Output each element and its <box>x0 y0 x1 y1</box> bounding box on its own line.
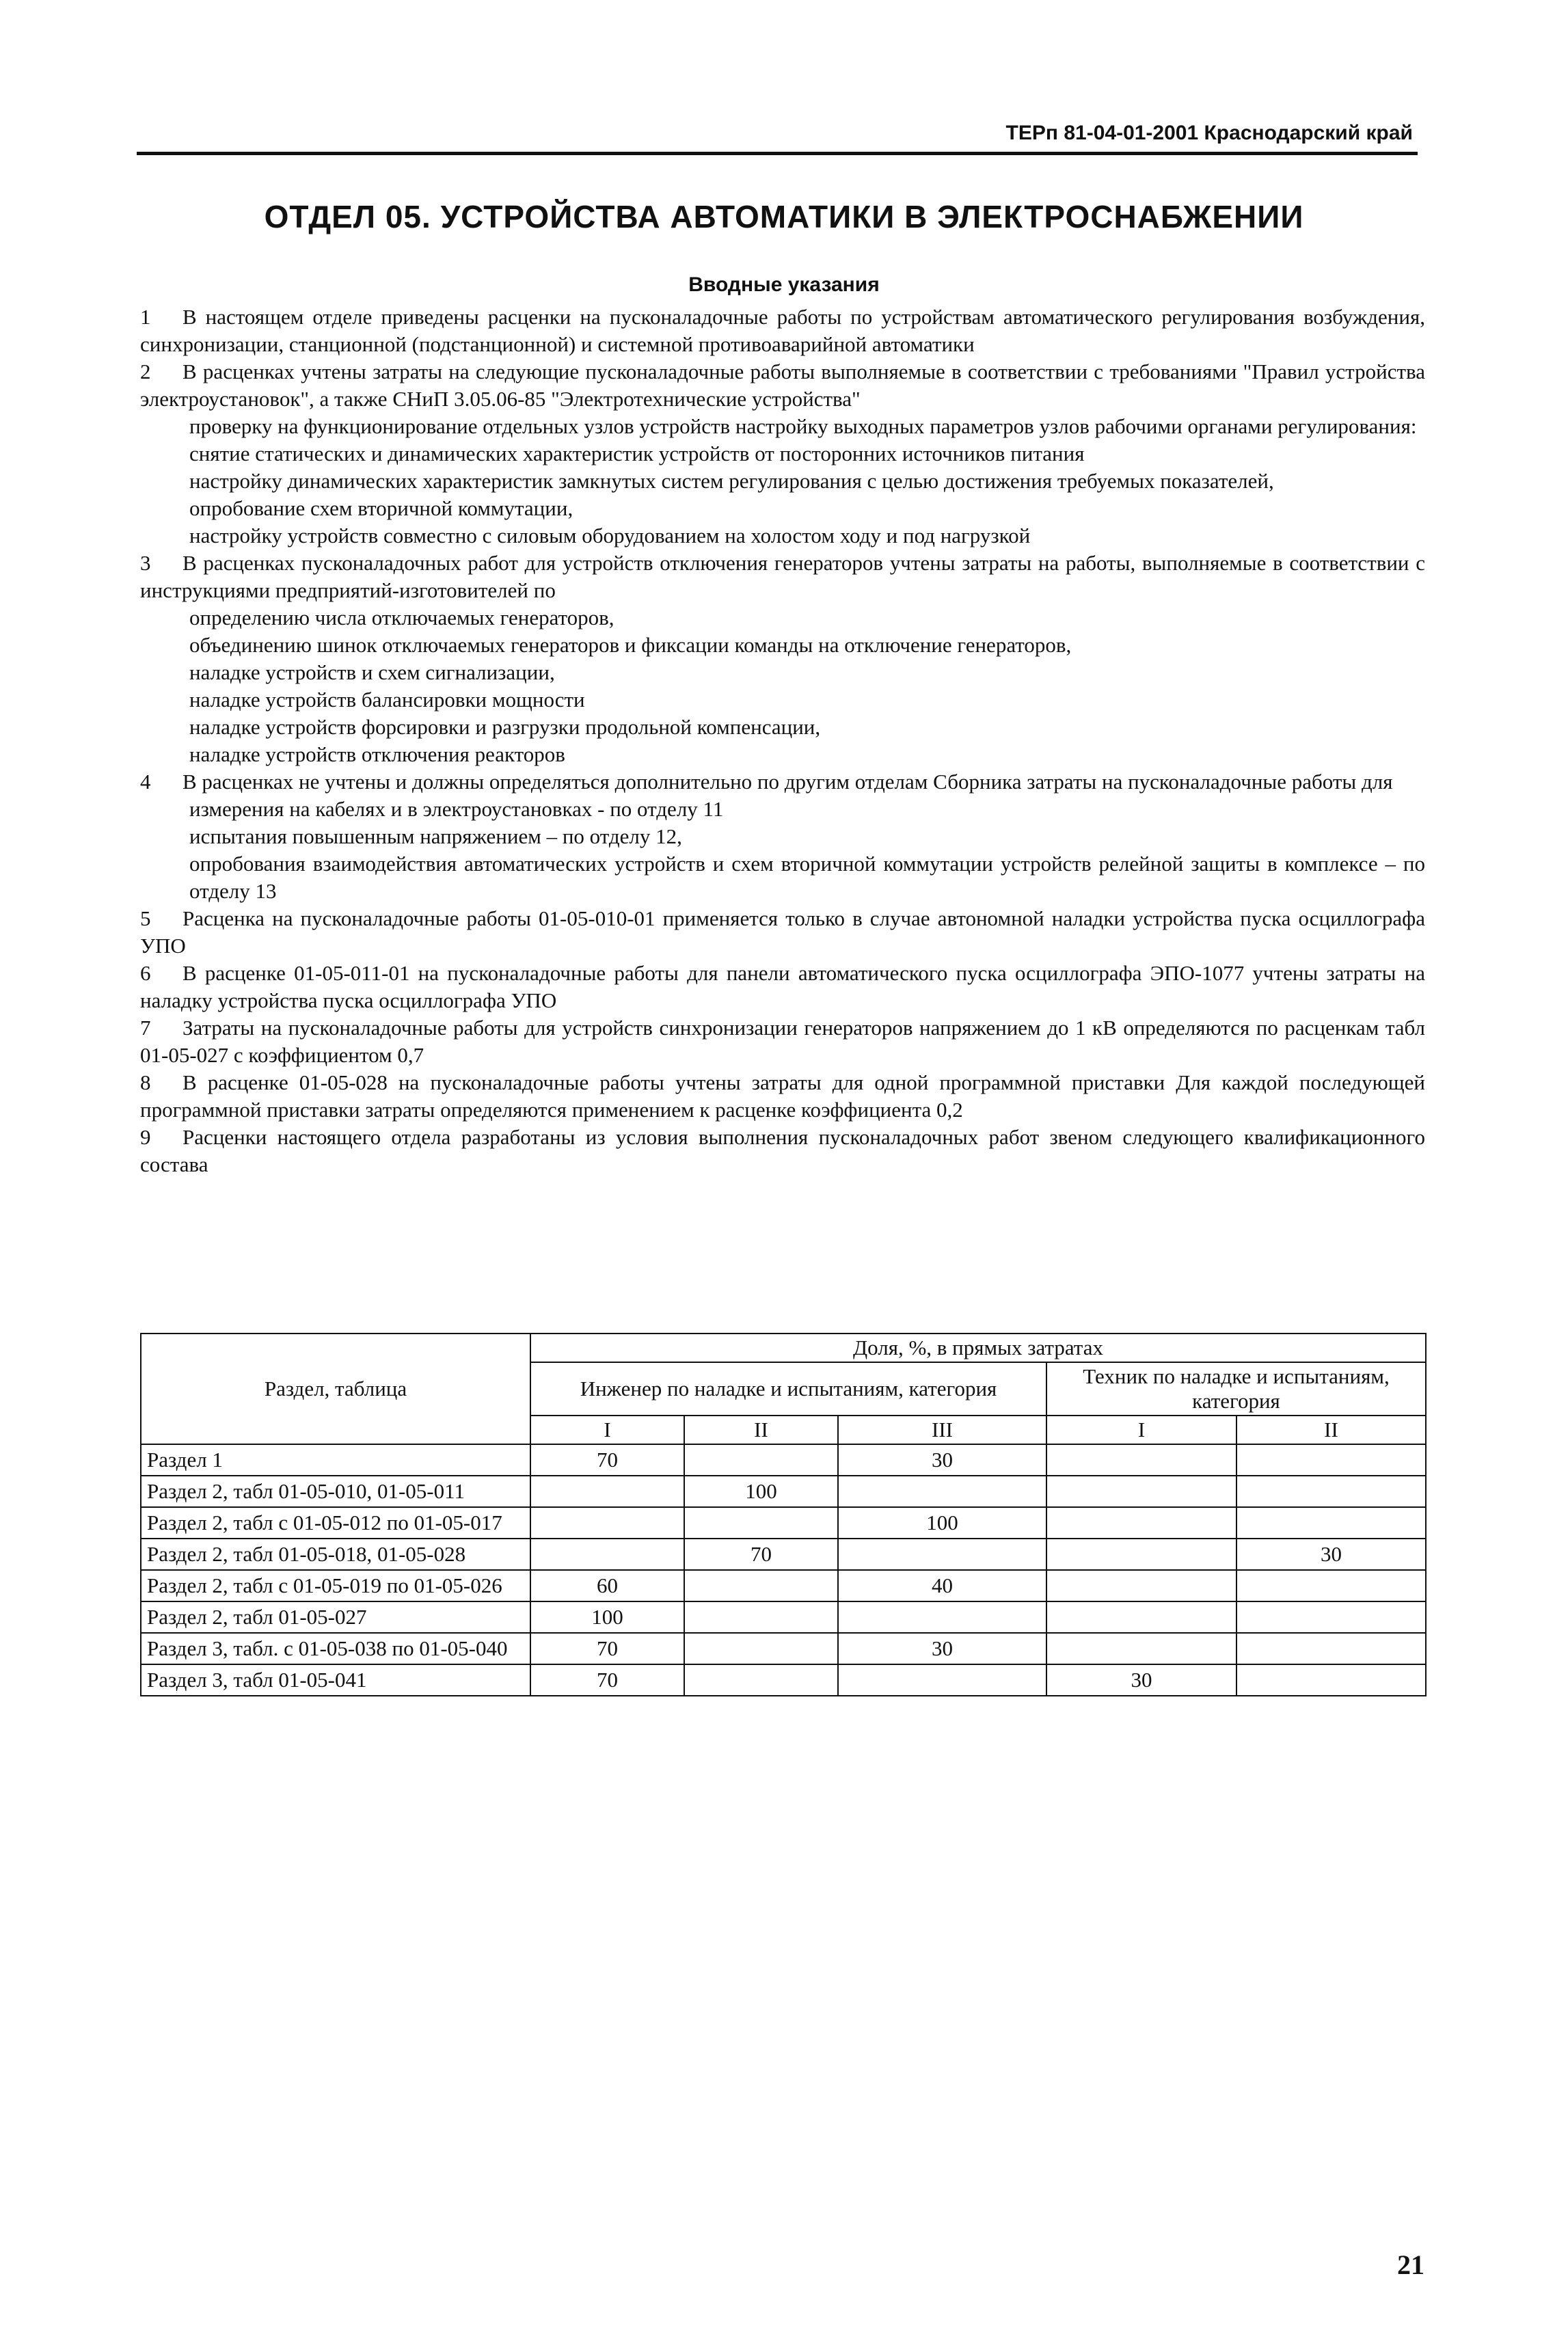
list-item <box>140 632 1425 659</box>
row-label: Раздел 3, табл. с 01-05-038 по 01-05-040 <box>141 1633 530 1664</box>
list-item <box>140 850 1425 905</box>
share-cell: 30 <box>1046 1664 1236 1696</box>
numbered-paragraph <box>140 303 1425 358</box>
share-cell: 100 <box>838 1507 1046 1539</box>
paragraph-text: настройку динамических характеристик замкнутых систем регулирования с целью достижения требуемых показателей, <box>189 469 1274 493</box>
paragraph-text: наладке устройств отключения реакторов <box>189 742 565 766</box>
table-header-section: Раздел, таблица <box>141 1334 530 1444</box>
list-item <box>140 440 1425 468</box>
numbered-paragraph <box>140 1014 1425 1069</box>
paragraph-number: 9 <box>140 1125 151 1149</box>
qualification-share-table <box>140 1333 1427 1696</box>
paragraph-text: В расценках пусконаладочных работ для устройств отключения генераторов учтены затраты на работы, выполняемые в соответствии с инструкциями предприятий-изготовителей по <box>140 551 1425 602</box>
table-header-category: I <box>530 1416 684 1444</box>
share-cell: 70 <box>530 1664 684 1696</box>
list-item <box>140 659 1425 686</box>
paragraph-text: измерения на кабелях и в электроустановках - по отделу 11 <box>189 797 724 821</box>
table-row <box>141 1539 1426 1570</box>
paragraph-number: 1 <box>140 305 151 329</box>
row-label: Раздел 2, табл 01-05-010, 01-05-011 <box>141 1476 530 1507</box>
paragraph-number: 5 <box>140 906 151 930</box>
header-rule <box>137 152 1418 155</box>
row-label: Раздел 1 <box>141 1444 530 1476</box>
paragraph-text: определению числа отключаемых генераторов, <box>189 606 614 630</box>
table-header-category: II <box>1236 1416 1426 1444</box>
paragraph-text: наладке устройств балансировки мощности <box>189 688 585 712</box>
table-header-share: Доля, %, в прямых затратах <box>530 1334 1426 1362</box>
share-cell <box>838 1664 1046 1696</box>
list-item <box>140 823 1425 850</box>
paragraph-text: В настоящем отделе приведены расценки на пусконаладочные работы по устройствам автоматического регулирования возбуждения, синхронизации, станционной (подстанционной) и системной противоаварийной автоматики <box>140 305 1425 356</box>
share-cell: 30 <box>838 1444 1046 1476</box>
share-cell: 60 <box>530 1570 684 1601</box>
share-cell <box>1046 1539 1236 1570</box>
share-cell <box>684 1570 838 1601</box>
share-cell <box>684 1444 838 1476</box>
table-header-category: II <box>684 1416 838 1444</box>
share-cell <box>684 1664 838 1696</box>
paragraph-number: 3 <box>140 551 151 575</box>
numbered-paragraph <box>140 1124 1425 1178</box>
paragraph-number: 7 <box>140 1016 151 1040</box>
paragraph-text: объединению шинок отключаемых генераторов и фиксации команды на отключение генераторов, <box>189 633 1072 657</box>
paragraph-text: Затраты на пусконаладочные работы для устройств синхронизации генераторов напряжением до 1 кВ определяются по расценкам табл 01-05-027 с коэффициентом 0,7 <box>140 1016 1425 1067</box>
list-item <box>140 741 1425 768</box>
paragraph-number: 2 <box>140 360 151 383</box>
share-cell <box>1046 1444 1236 1476</box>
share-cell <box>1046 1570 1236 1601</box>
share-cell: 40 <box>838 1570 1046 1601</box>
share-cell: 70 <box>530 1444 684 1476</box>
paragraph-text: В расценке 01-05-011-01 на пусконаладочные работы для панели автоматического пуска осциллографа ЭПО-1077 учтены затраты на наладку устройства пуска осциллографа УПО <box>140 961 1425 1012</box>
row-label: Раздел 2, табл с 01-05-012 по 01-05-017 <box>141 1507 530 1539</box>
table-row <box>141 1444 1426 1476</box>
share-cell <box>1236 1476 1426 1507</box>
table-row <box>141 1664 1426 1696</box>
table-header-technician: Техник по наладке и испытаниям, категория <box>1046 1362 1426 1416</box>
paragraph-number: 6 <box>140 961 151 985</box>
share-cell <box>1236 1601 1426 1633</box>
table-row <box>141 1507 1426 1539</box>
numbered-paragraph <box>140 768 1425 796</box>
share-cell <box>530 1507 684 1539</box>
table-header-category: I <box>1046 1416 1236 1444</box>
section-title: ОТДЕЛ 05. УСТРОЙСТВА АВТОМАТИКИ В ЭЛЕКТРОСНАБЖЕНИИ <box>264 199 1304 234</box>
paragraph-text: опробование схем вторичной коммутации, <box>189 496 573 520</box>
paragraph-text: проверку на функционирование отдельных узлов устройств настройку выходных параметров узлов рабочими органами регулирования: <box>189 414 1417 438</box>
share-cell <box>838 1539 1046 1570</box>
share-cell: 70 <box>530 1633 684 1664</box>
paragraph-text: В расценках учтены затраты на следующие пусконаладочные работы выполняемые в соответствии с требованиями "Правил устройства электроустановок", а также СНиП 3.05.06-85 "Электротехнические устройства" <box>140 360 1425 411</box>
list-item <box>140 413 1425 440</box>
share-cell <box>684 1601 838 1633</box>
share-cell <box>530 1539 684 1570</box>
share-cell <box>1046 1507 1236 1539</box>
list-item <box>140 796 1425 823</box>
table-row <box>141 1633 1426 1664</box>
list-item <box>140 686 1425 714</box>
numbered-paragraph <box>140 905 1425 960</box>
share-cell <box>1236 1507 1426 1539</box>
share-cell: 100 <box>530 1601 684 1633</box>
share-cell: 30 <box>1236 1539 1426 1570</box>
paragraph-text: наладке устройств форсировки и разгрузки продольной компенсации, <box>189 715 821 739</box>
paragraph-text: В расценке 01-05-028 на пусконаладочные работы учтены затраты для одной программной приставки Для каждой последующей программной приставки затраты определяются применением к расценке коэффициента 0,2 <box>140 1070 1425 1122</box>
page-number: 21 <box>1397 2249 1424 2280</box>
row-label: Раздел 2, табл 01-05-027 <box>141 1601 530 1633</box>
list-item <box>140 495 1425 522</box>
list-item <box>140 604 1425 632</box>
numbered-paragraph <box>140 960 1425 1014</box>
share-cell <box>1236 1570 1426 1601</box>
share-cell <box>530 1476 684 1507</box>
numbered-paragraph <box>140 358 1425 413</box>
list-item <box>140 714 1425 741</box>
share-cell: 70 <box>684 1539 838 1570</box>
row-label: Раздел 3, табл 01-05-041 <box>141 1664 530 1696</box>
paragraph-number: 8 <box>140 1070 151 1094</box>
document-reference: ТЕРп 81-04-01-2001 Краснодарский край <box>1005 122 1413 144</box>
list-item <box>140 522 1425 550</box>
row-label: Раздел 2, табл 01-05-018, 01-05-028 <box>141 1539 530 1570</box>
share-cell <box>1046 1633 1236 1664</box>
share-cell <box>1236 1633 1426 1664</box>
table-row <box>141 1601 1426 1633</box>
paragraph-text: снятие статических и динамических характеристик устройств от посторонних источников питания <box>189 442 1085 465</box>
paragraph-text: испытания повышенным напряжением – по отделу 12, <box>189 824 682 848</box>
introductory-notes <box>140 303 1425 1178</box>
share-cell <box>1236 1444 1426 1476</box>
list-item <box>140 468 1425 495</box>
introductory-notes-heading: Вводные указания <box>688 273 880 296</box>
share-cell <box>684 1507 838 1539</box>
share-cell: 30 <box>838 1633 1046 1664</box>
table-header-engineer: Инженер по наладке и испытаниям, категория <box>530 1362 1046 1416</box>
paragraph-text: наладке устройств и схем сигнализации, <box>189 660 555 684</box>
numbered-paragraph <box>140 550 1425 604</box>
row-label: Раздел 2, табл с 01-05-019 по 01-05-026 <box>141 1570 530 1601</box>
table-header-category: III <box>838 1416 1046 1444</box>
paragraph-text: опробования взаимодействия автоматических устройств и схем вторичной коммутации устройств релейной защиты в комплексе – по отделу 13 <box>189 852 1425 903</box>
share-cell <box>838 1601 1046 1633</box>
paragraph-text: настройку устройств совместно с силовым оборудованием на холостом ходу и под нагрузкой <box>189 524 1031 547</box>
share-cell <box>684 1633 838 1664</box>
paragraph-number: 4 <box>140 770 151 794</box>
share-cell: 100 <box>684 1476 838 1507</box>
numbered-paragraph <box>140 1069 1425 1124</box>
paragraph-text: Расценки настоящего отдела разработаны из условия выполнения пусконаладочных работ звеном следующего квалификационного состава <box>140 1125 1425 1176</box>
share-cell <box>1046 1476 1236 1507</box>
table-row <box>141 1476 1426 1507</box>
share-cell <box>838 1476 1046 1507</box>
share-cell <box>1046 1601 1236 1633</box>
share-cell <box>1236 1664 1426 1696</box>
paragraph-text: В расценках не учтены и должны определяться дополнительно по другим отделам Сборника затраты на пусконаладочные работы для <box>183 770 1393 794</box>
table-row <box>141 1570 1426 1601</box>
paragraph-text: Расценка на пусконаладочные работы 01-05-010-01 применяется только в случае автономной наладки устройства пуска осциллографа УПО <box>140 906 1425 958</box>
